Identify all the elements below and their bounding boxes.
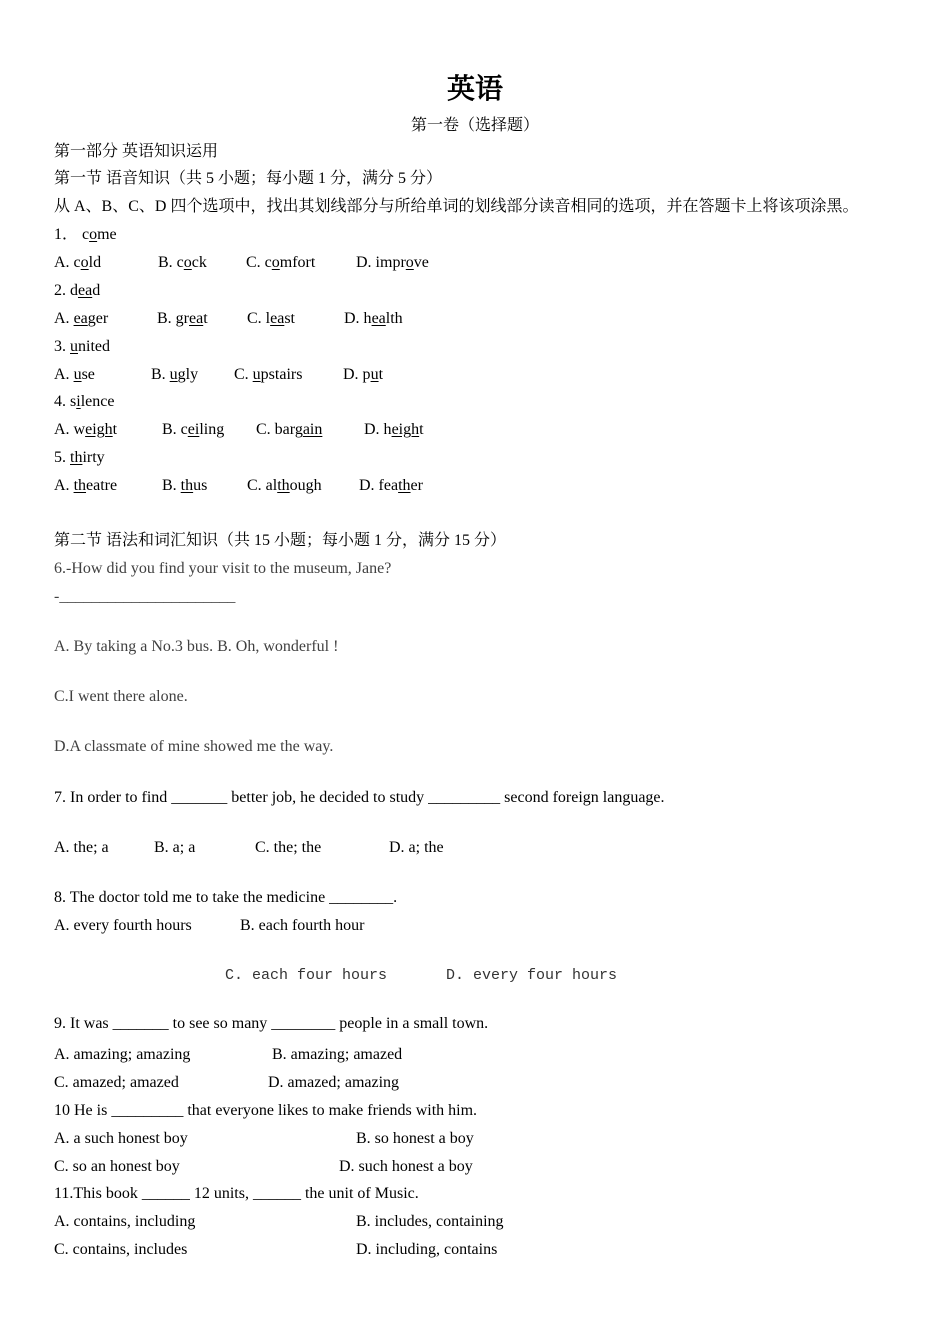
question-3: 3. united [54, 338, 110, 355]
question-8: 8. The doctor told me to take the medicine ________. [54, 889, 398, 906]
option-8b: B. each fourth hour [240, 917, 365, 934]
page-title: 英语 [446, 72, 503, 105]
option-5b: B. thus [162, 477, 208, 494]
option-6d: D.A classmate of mine showed me the way. [54, 738, 334, 755]
option-11a: A. contains, including [54, 1213, 196, 1230]
question-10: 10 He is _________ that everyone likes to make friends with him. [54, 1102, 478, 1119]
options-6ab: A. By taking a No.3 bus. B. Oh, wonderful ! [54, 638, 339, 655]
option-4c: C. bargain [256, 421, 323, 438]
option-2d: D. health [344, 310, 403, 327]
section-heading-2: 第二节 语法和词汇知识（共 15 小题；每小题 1 分，满分 15 分） [54, 532, 507, 549]
instruction: 从 A、B、C、D 四个选项中，找出其划线部分与所给单词的划线部分读音相同的选项，并在答题卡上将该项涂黑。 [54, 198, 859, 215]
option-8c: C. each four hours [225, 967, 388, 984]
option-1d: D. improve [356, 254, 429, 271]
option-7d: D. a; the [389, 839, 444, 856]
option-4b: B. ceiling [162, 421, 225, 438]
question-9: 9. It was _______ to see so many ________ people in a small town. [54, 1015, 489, 1032]
option-2a: A. eager [54, 310, 109, 327]
option-9d: D. amazed; amazing [268, 1074, 400, 1091]
option-3d: D. put [343, 366, 384, 383]
question-11: 11.This book ______ 12 units, ______ the unit of Music. [54, 1185, 419, 1202]
question-4: 4. silence [54, 393, 115, 410]
option-11c: C. contains, includes [54, 1241, 188, 1258]
option-3b: B. ugly [151, 366, 199, 383]
question-6: 6.-How did you find your visit to the museum, Jane? [54, 560, 392, 577]
option-3c: C. upstairs [234, 366, 303, 383]
option-2b: B. great [157, 310, 208, 327]
option-3a: A. use [54, 366, 95, 383]
option-8d: D. every four hours [446, 967, 618, 984]
question-2: 2. dead [54, 282, 101, 299]
option-11d: D. including, contains [356, 1241, 498, 1258]
option-1b: B. cock [158, 254, 207, 271]
subtitle: 第一卷（选择题） [410, 117, 539, 134]
option-5a: A. theatre [54, 477, 118, 494]
option-5c: C. although [247, 477, 322, 494]
option-9c: C. amazed; amazed [54, 1074, 179, 1091]
option-10b: B. so honest a boy [356, 1130, 474, 1147]
option-7c: C. the; the [255, 839, 322, 856]
option-9b: B. amazing; amazed [272, 1046, 403, 1063]
part-heading: 第一部分 英语知识运用 [54, 143, 219, 160]
option-10c: C. so an honest boy [54, 1158, 180, 1175]
option-1c: C. comfort [246, 254, 316, 271]
option-1a: A. cold [54, 254, 102, 271]
option-7a: A. the; a [54, 839, 109, 856]
question-5: 5. thirty [54, 449, 105, 466]
option-10d: D. such honest a boy [339, 1158, 473, 1175]
option-8a: A. every fourth hours [54, 917, 192, 934]
question-1: 1． come [54, 226, 117, 243]
answer-blank-6: -______________________ [54, 588, 236, 605]
option-7b: B. a; a [154, 839, 196, 856]
option-10a: A. a such honest boy [54, 1130, 188, 1147]
option-5d: D. feather [359, 477, 423, 494]
option-2c: C. least [247, 310, 295, 327]
option-6c: C.I went there alone. [54, 688, 188, 705]
option-11b: B. includes, containing [356, 1213, 504, 1230]
option-9a: A. amazing; amazing [54, 1046, 191, 1063]
option-4d: D. height [364, 421, 424, 438]
question-7: 7. In order to find _______ better job, he decided to study _________ second foreign language. [54, 789, 665, 806]
option-4a: A. weight [54, 421, 118, 438]
section-heading-1: 第一节 语音知识（共 5 小题；每小题 1 分，满分 5 分） [54, 170, 443, 187]
